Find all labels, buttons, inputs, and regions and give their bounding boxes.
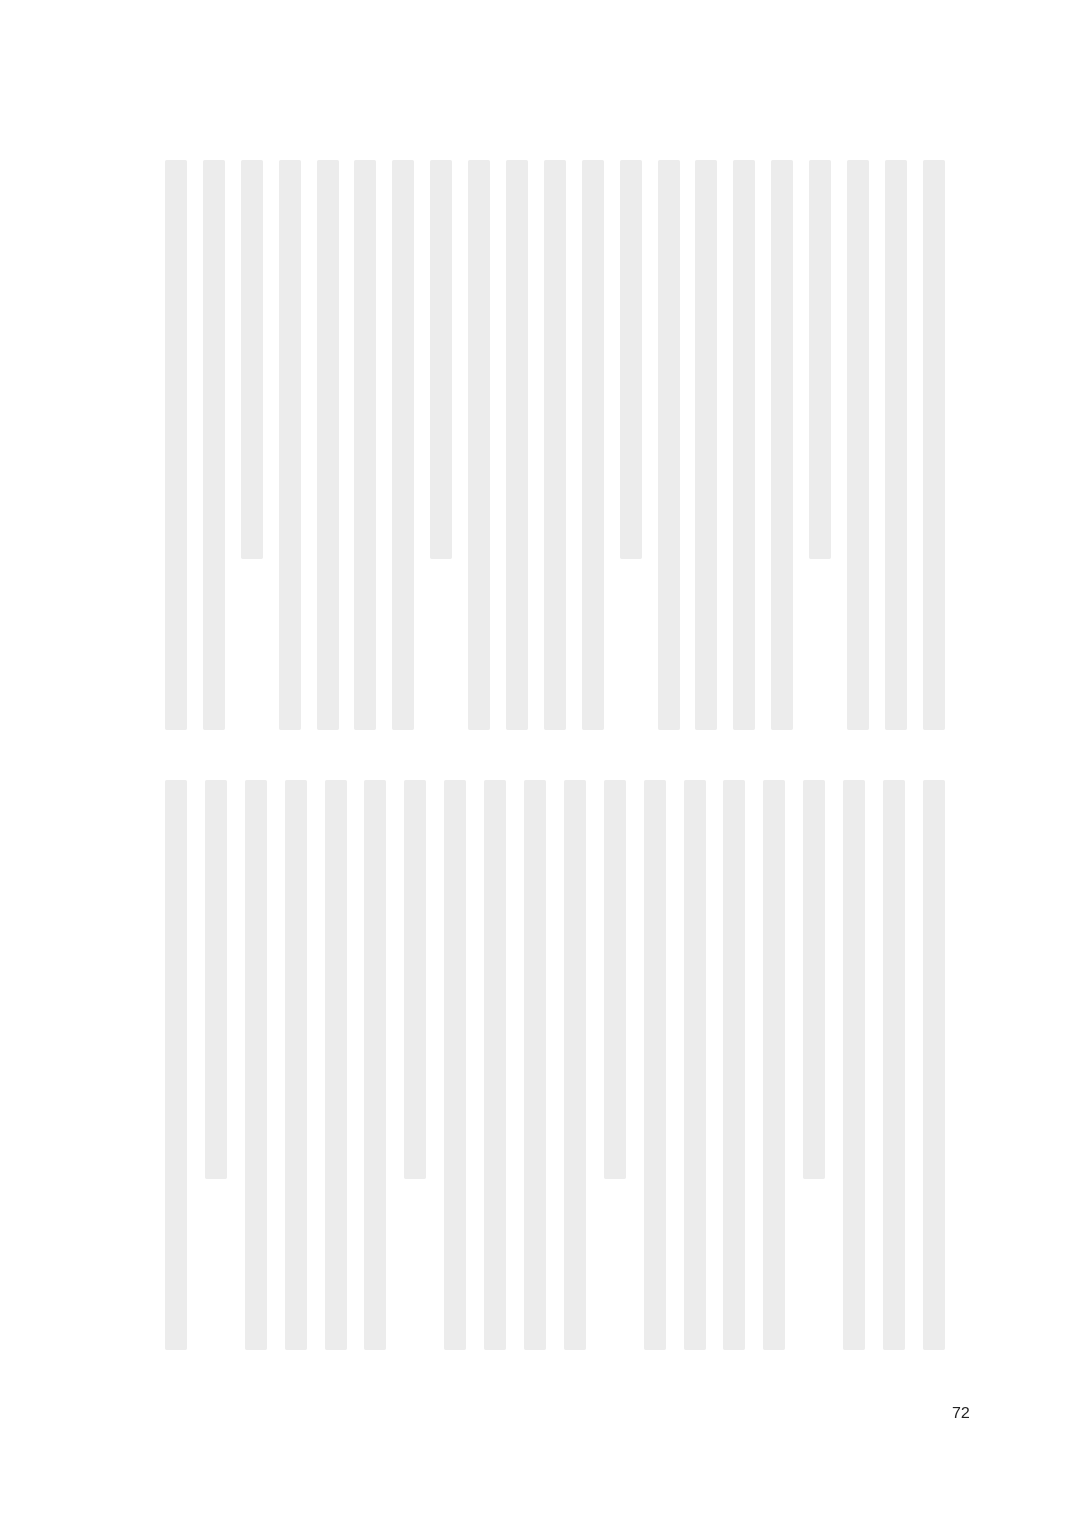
text-column-placeholder [285,780,307,1350]
text-column-placeholder [444,780,466,1350]
text-column-placeholder [484,780,506,1350]
text-column-placeholder [430,160,452,559]
text-column-placeholder [354,160,376,730]
text-column-placeholder [325,780,347,1350]
text-column-placeholder [279,160,301,730]
text-column-placeholder [620,160,642,559]
text-column-placeholder [843,780,865,1350]
text-column-placeholder [582,160,604,730]
text-column-placeholder [203,160,225,730]
text-column-placeholder [883,780,905,1350]
text-column-placeholder [847,160,869,730]
text-column-placeholder [317,160,339,730]
text-column-placeholder [468,160,490,730]
text-column-placeholder [245,780,267,1350]
text-column-placeholder [733,160,755,730]
text-column-placeholder [809,160,831,559]
text-column-placeholder [165,780,187,1350]
text-column-placeholder [923,780,945,1350]
text-column-placeholder [658,160,680,730]
text-column-placeholder [723,780,745,1350]
page-number: 72 [952,1405,970,1422]
text-column-placeholder [885,160,907,730]
text-column-placeholder [695,160,717,730]
text-column-placeholder [803,780,825,1179]
text-column-placeholder [923,160,945,730]
text-column-placeholder [241,160,263,559]
text-column-placeholder [771,160,793,730]
text-column-placeholder [544,160,566,730]
vertical-text-block-top [165,160,945,730]
text-column-placeholder [684,780,706,1350]
text-column-placeholder [763,780,785,1350]
text-column-placeholder [524,780,546,1350]
vertical-text-block-bottom [165,780,945,1350]
text-column-placeholder [165,160,187,730]
text-column-placeholder [205,780,227,1179]
text-column-placeholder [564,780,586,1350]
text-column-placeholder [404,780,426,1179]
text-column-placeholder [392,160,414,730]
text-column-placeholder [506,160,528,730]
text-column-placeholder [364,780,386,1350]
text-column-placeholder [644,780,666,1350]
text-column-placeholder [604,780,626,1179]
